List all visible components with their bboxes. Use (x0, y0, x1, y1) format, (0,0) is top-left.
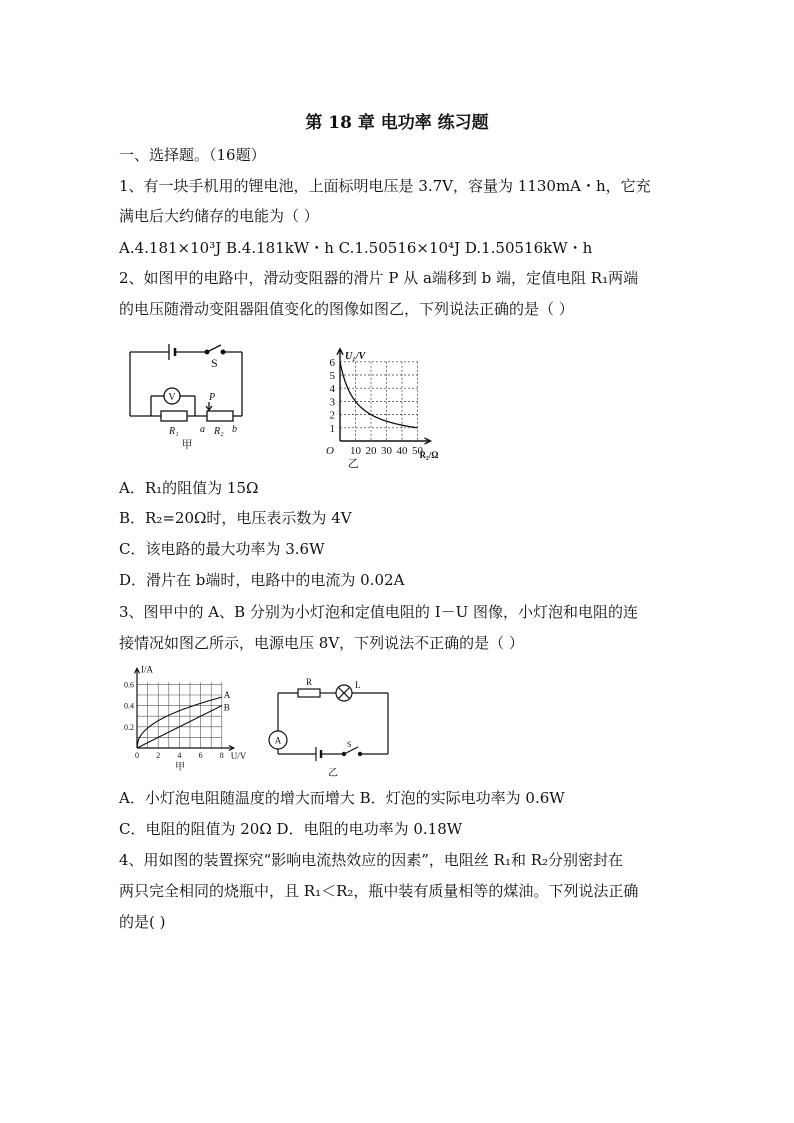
q2-option-a: A．R₁的阻值为 15Ω (119, 479, 259, 497)
x-tick-label: 6 (198, 751, 203, 760)
u1-curve (340, 362, 418, 428)
q1-stem-line1: 1、有一块手机用的锂电池，上面标明电压是 3.7V，容量为 1130mA・h，它充 (119, 177, 651, 195)
q2-stem-line1: 2、如图甲的电路中，滑动变阻器的滑片 P 从 a端移到 b 端，定值电阻 R₁两端 (119, 269, 639, 287)
q4-stem-line2: 两只完全相同的烧瓶中，且 R₁＜R₂，瓶中装有质量相等的煤油。下列说法正确 (119, 882, 639, 900)
q3-options-cd: C．电阻的阻值为 20Ω D．电阻的电功率为 0.18W (119, 820, 463, 838)
y-tick-label: 4 (329, 383, 335, 396)
y-tick-label: 3 (329, 396, 335, 409)
r1-label: R₁ (169, 426, 179, 437)
x-tick-label: 10 (350, 445, 361, 457)
y-tick-label: 0.6 (124, 680, 134, 690)
x-axis-label: R₂/Ω (419, 450, 439, 460)
y-axis-label: I/A (141, 664, 153, 675)
y-tick-label: 2 (329, 409, 335, 422)
switch-blade (207, 345, 221, 352)
q2-option-d: D．滑片在 b端时，电路中的电流为 0.02A (119, 571, 405, 589)
switch-label: S (211, 356, 218, 370)
q2-stem-line2: 的电压随滑动变阻器阻值变化的图像如图乙，下列说法正确的是（ ） (119, 300, 574, 318)
q2-option-c: C．该电路的最大功率为 3.6W (119, 540, 325, 558)
x-tick-label: 40 (396, 445, 408, 457)
x-tick-label: 4 (177, 751, 182, 760)
chart-caption: 乙 (347, 458, 359, 470)
switch-label: S (347, 740, 352, 749)
x-tick-label: 50 (412, 445, 423, 457)
section-heading: 一、选择题。（16题） (119, 146, 266, 164)
q2-option-b: B．R₂=20Ω时，电压表示数为 4V (119, 509, 352, 527)
q4-stem-line1: 4、用如图的装置探究“影响电流热效应的因素”，电阻丝 R₁和 R₂分别密封在 (119, 851, 624, 869)
x-tick-label: 30 (381, 445, 392, 457)
x-tick-label: 2 (156, 751, 161, 760)
series-a-label: A (223, 690, 231, 701)
resistor-r (298, 689, 320, 697)
x-tick-label: 20 (365, 445, 377, 457)
origin-label: O (326, 445, 334, 457)
ammeter-label: A (274, 735, 282, 746)
q4-stem-line3: 的是( ) (119, 913, 166, 931)
q3-stem-line2: 接情况如图乙所示，电源电压 8V，下列说法不正确的是（ ） (119, 634, 524, 652)
y-tick-label: 1 (329, 422, 335, 435)
y-tick-label: 0.2 (124, 722, 134, 732)
x-axis-label: U/V (230, 751, 247, 761)
terminal-a-label: a (200, 424, 205, 435)
voltmeter-label: V (168, 392, 176, 403)
terminal-b-label: b (232, 424, 237, 435)
r2-resistor (207, 411, 233, 421)
q3-stem-line1: 3、图甲中的 A、B 分别为小灯泡和定值电阻的 I－U 图像，小灯泡和电阻的连 (119, 603, 639, 621)
q1-options: A.4.181×10³J B.4.181kW・h C.1.50516×10⁴J D.1.50516kW・h (119, 239, 593, 257)
r2-label: R₂ (214, 426, 224, 437)
q3-circuit-diagram (266, 676, 396, 780)
diagram-caption: 甲 (181, 439, 193, 451)
y-tick-label: 5 (329, 370, 335, 382)
r1-resistor (161, 411, 187, 421)
y-tick-label: 6 (329, 356, 335, 369)
q1-stem-line2: 满电后大约储存的电能为（ ） (119, 207, 319, 225)
diagram-caption: 乙 (328, 768, 338, 779)
x-tick-label: 8 (219, 751, 224, 760)
x-tick-label: 0 (135, 751, 139, 760)
series-b-label: B (223, 702, 230, 713)
slider-p-label: P (209, 392, 216, 403)
q2-circuit-diagram (125, 340, 250, 455)
chart-caption: 甲 (175, 762, 186, 773)
page-title: 第 18 章 电功率 练习题 (305, 113, 489, 133)
q3-options-ab: A．小灯泡电阻随温度的增大而增大 B．灯泡的实际电功率为 0.6W (119, 789, 565, 807)
y-tick-label: 0.4 (124, 701, 134, 711)
y-axis-label: U₁/V (345, 350, 366, 362)
q2-u1-r2-chart (318, 333, 463, 470)
lamp-label: L (355, 680, 361, 690)
q3-i-u-chart (118, 662, 258, 774)
resistor-label: R (306, 677, 313, 687)
